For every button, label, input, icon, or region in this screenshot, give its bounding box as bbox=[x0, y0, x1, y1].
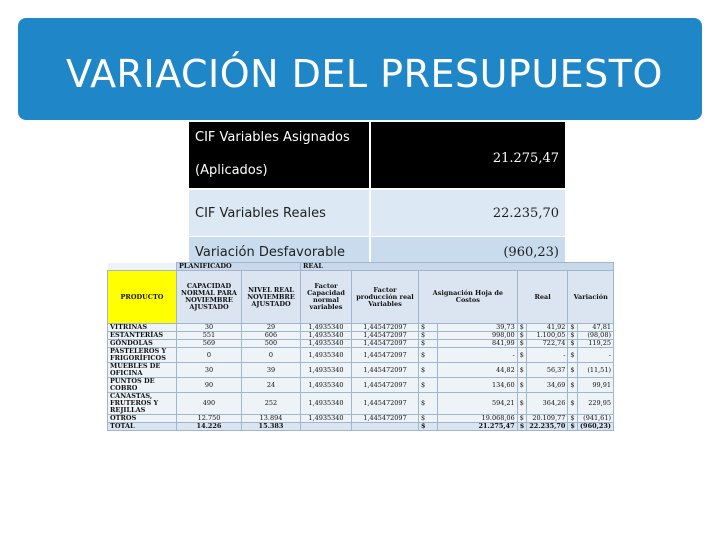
total-variacion: (960,23) bbox=[577, 423, 613, 431]
total-dollar-3: $ bbox=[568, 423, 578, 431]
sheet-body bbox=[108, 324, 614, 423]
cell-producto: CANASTAS, FRUTEROS Y REJILLAS bbox=[108, 393, 177, 415]
summary-row-reales bbox=[189, 189, 565, 237]
cell-dollar: $ bbox=[517, 348, 527, 363]
cell-producto: PUNTOS DE COBRO bbox=[108, 378, 177, 393]
cell-dollar: $ bbox=[419, 324, 438, 332]
table-row bbox=[108, 340, 614, 348]
variacion-value: (960,23) bbox=[370, 237, 565, 268]
header-nivel-real: NIVEL REAL NOVIEMBRE AJUSTADO bbox=[242, 271, 301, 324]
cell-dollar: $ bbox=[568, 378, 578, 393]
cell-variacion: (98,08) bbox=[577, 332, 613, 340]
cell-asignacion: 998,00 bbox=[437, 332, 517, 340]
budget-sheet bbox=[107, 262, 614, 431]
cell-producto: VITRINAS bbox=[108, 324, 177, 332]
group-header-real: REAL bbox=[301, 263, 614, 271]
cell-dollar: $ bbox=[419, 348, 438, 363]
cell-variacion: - bbox=[577, 348, 613, 363]
cell-real: 34,69 bbox=[527, 378, 568, 393]
cell-dollar: $ bbox=[419, 363, 438, 378]
sheet-total-row bbox=[108, 423, 614, 431]
cell-dollar: $ bbox=[419, 332, 438, 340]
cell-asignacion: 594,21 bbox=[437, 393, 517, 415]
sheet-header-row bbox=[108, 271, 614, 324]
cell-capacidad: 551 bbox=[177, 332, 242, 340]
cell-dollar: $ bbox=[419, 393, 438, 415]
cell-asignacion: 39,73 bbox=[437, 324, 517, 332]
cell-nivel-real: 39 bbox=[242, 363, 301, 378]
table-row bbox=[108, 363, 614, 378]
cell-asignacion: 134,60 bbox=[437, 378, 517, 393]
table-row bbox=[108, 348, 614, 363]
asignados-label-line2: (Aplicados) bbox=[195, 163, 268, 178]
cell-factor-capacidad: 1,4935340 bbox=[301, 348, 352, 363]
cell-factor-capacidad: 1,4935340 bbox=[301, 324, 352, 332]
cell-nivel-real: 13.894 bbox=[242, 415, 301, 423]
summary-row-asignados bbox=[189, 122, 565, 189]
cell-producto: GÓNDOLAS bbox=[108, 340, 177, 348]
cell-real: 1.100,05 bbox=[527, 332, 568, 340]
asignados-label bbox=[189, 122, 370, 189]
summary-table bbox=[189, 122, 565, 267]
cell-capacidad: 569 bbox=[177, 340, 242, 348]
header-asignacion: Asignación Hoja de Costos bbox=[419, 271, 518, 324]
cell-dollar: $ bbox=[517, 340, 527, 348]
reales-value: 22.235,70 bbox=[370, 189, 565, 237]
table-row bbox=[108, 378, 614, 393]
cell-dollar: $ bbox=[568, 363, 578, 378]
header-capacidad: CAPACIDAD NORMAL PARA NOVIEMBRE AJUSTADO bbox=[177, 271, 242, 324]
header-factor-produccion: Factor producción real Variables bbox=[352, 271, 419, 324]
cell-variacion: (11,51) bbox=[577, 363, 613, 378]
cell-capacidad: 12.750 bbox=[177, 415, 242, 423]
total-dollar-1: $ bbox=[419, 423, 438, 431]
group-header-planificado: PLANIFICADO bbox=[177, 263, 301, 271]
cell-dollar: $ bbox=[517, 415, 527, 423]
cell-nivel-real: 252 bbox=[242, 393, 301, 415]
reales-label: CIF Variables Reales bbox=[189, 189, 370, 237]
cell-factor-produccion: 1,445472097 bbox=[352, 340, 419, 348]
cell-asignacion: - bbox=[437, 348, 517, 363]
cell-factor-produccion: 1,445472097 bbox=[352, 348, 419, 363]
cell-dollar: $ bbox=[517, 363, 527, 378]
header-real: Real bbox=[517, 271, 568, 324]
cell-dollar: $ bbox=[568, 415, 578, 423]
cell-factor-capacidad: 1,4935340 bbox=[301, 393, 352, 415]
cell-variacion: 99,91 bbox=[577, 378, 613, 393]
cell-factor-produccion: 1,445472097 bbox=[352, 363, 419, 378]
cell-nivel-real: 24 bbox=[242, 378, 301, 393]
slide-title: VARIACIÓN DEL PRESUPUESTO bbox=[66, 52, 663, 96]
total-label: TOTAL bbox=[108, 423, 177, 431]
cell-factor-produccion: 1,445472097 bbox=[352, 324, 419, 332]
cell-dollar: $ bbox=[568, 393, 578, 415]
asignados-label-line1: CIF Variables Asignados bbox=[195, 130, 350, 145]
cell-nivel-real: 0 bbox=[242, 348, 301, 363]
cell-nivel-real: 606 bbox=[242, 332, 301, 340]
cell-factor-capacidad: 1,4935340 bbox=[301, 363, 352, 378]
cell-nivel-real: 29 bbox=[242, 324, 301, 332]
cell-asignacion: 19.068,06 bbox=[437, 415, 517, 423]
cell-asignacion: 44,82 bbox=[437, 363, 517, 378]
cell-factor-produccion: 1,445472097 bbox=[352, 393, 419, 415]
cell-dollar: $ bbox=[568, 324, 578, 332]
cell-variacion: 47,81 bbox=[577, 324, 613, 332]
table-row bbox=[108, 393, 614, 415]
total-dollar-2: $ bbox=[517, 423, 527, 431]
cell-factor-capacidad: 1,4935340 bbox=[301, 332, 352, 340]
cell-variacion: 119,25 bbox=[577, 340, 613, 348]
variacion-label: Variación Desfavorable bbox=[189, 237, 370, 268]
total-nivel: 15.383 bbox=[242, 423, 301, 431]
cell-factor-produccion: 1,445472097 bbox=[352, 415, 419, 423]
cell-factor-capacidad: 1,4935340 bbox=[301, 415, 352, 423]
cell-variacion: 229,95 bbox=[577, 393, 613, 415]
cell-factor-produccion: 1,445472097 bbox=[352, 378, 419, 393]
header-factor-capacidad: Factor Capacidad normal variables bbox=[301, 271, 352, 324]
table-row bbox=[108, 332, 614, 340]
cell-dollar: $ bbox=[517, 332, 527, 340]
cell-real: - bbox=[527, 348, 568, 363]
cell-dollar: $ bbox=[568, 340, 578, 348]
cell-real: 722,74 bbox=[527, 340, 568, 348]
cell-factor-capacidad: 1,4935340 bbox=[301, 378, 352, 393]
cell-variacion: (941,61) bbox=[577, 415, 613, 423]
cell-dollar: $ bbox=[419, 378, 438, 393]
cell-capacidad: 490 bbox=[177, 393, 242, 415]
sheet-group-header-row bbox=[108, 263, 614, 271]
cell-real: 41,92 bbox=[527, 324, 568, 332]
cell-capacidad: 30 bbox=[177, 324, 242, 332]
cell-producto: ESTANTERÍAS bbox=[108, 332, 177, 340]
cell-capacidad: 90 bbox=[177, 378, 242, 393]
cell-asignacion: 841,99 bbox=[437, 340, 517, 348]
cell-capacidad: 30 bbox=[177, 363, 242, 378]
cell-real: 56,37 bbox=[527, 363, 568, 378]
cell-dollar: $ bbox=[568, 332, 578, 340]
cell-dollar: $ bbox=[419, 340, 438, 348]
cell-dollar: $ bbox=[517, 324, 527, 332]
total-asignacion: 21.275,47 bbox=[437, 423, 517, 431]
header-variacion: Variación bbox=[568, 271, 614, 324]
total-real: 22.235,70 bbox=[527, 423, 568, 431]
cell-dollar: $ bbox=[517, 378, 527, 393]
header-producto: PRODUCTO bbox=[108, 271, 177, 324]
total-cap: 14.226 bbox=[177, 423, 242, 431]
cell-producto: PASTELEROS Y FRIGORÍFICOS bbox=[108, 348, 177, 363]
cell-real: 364,26 bbox=[527, 393, 568, 415]
cell-dollar: $ bbox=[517, 393, 527, 415]
cell-factor-produccion: 1,445472097 bbox=[352, 332, 419, 340]
cell-dollar: $ bbox=[419, 415, 438, 423]
cell-nivel-real: 500 bbox=[242, 340, 301, 348]
cell-dollar: $ bbox=[568, 348, 578, 363]
cell-real: 20.109,77 bbox=[527, 415, 568, 423]
cell-producto: MUEBLES DE OFICINA bbox=[108, 363, 177, 378]
asignados-value: 21.275,47 bbox=[370, 122, 565, 189]
cell-producto: OTROS bbox=[108, 415, 177, 423]
cell-capacidad: 0 bbox=[177, 348, 242, 363]
cell-factor-capacidad: 1,4935340 bbox=[301, 340, 352, 348]
